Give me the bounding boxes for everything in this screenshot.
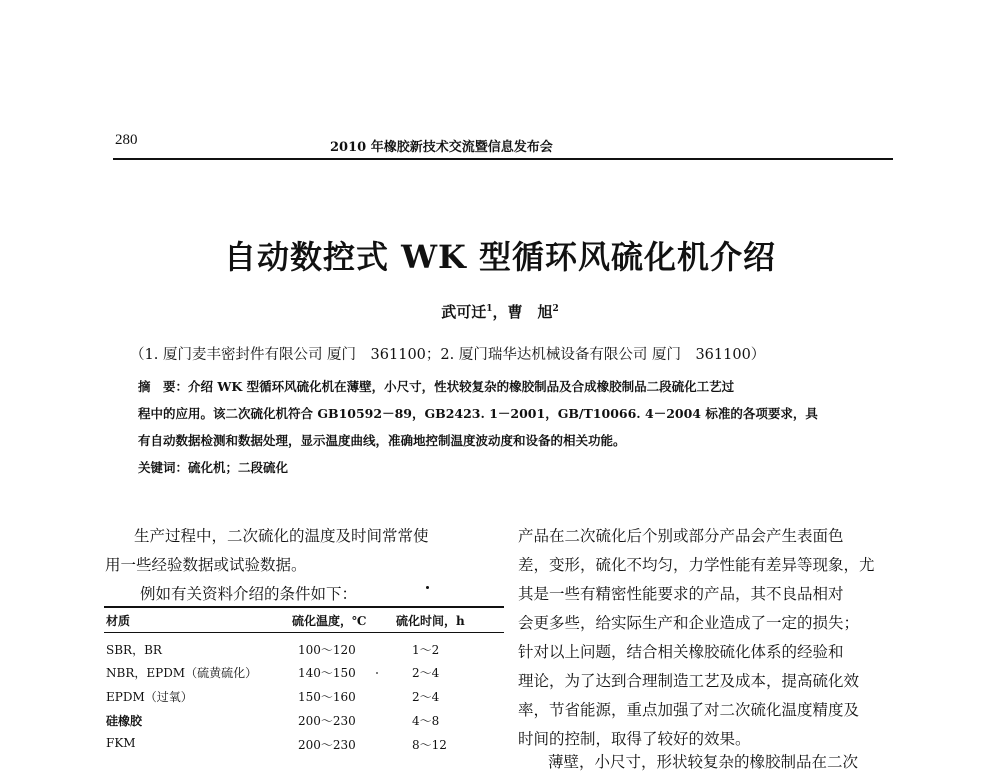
body-right-line-2: 差，变形，硫化不均匀，力学性能有差异等现象，尤 [518,556,875,574]
table-cell-temperature: 100～120 [298,643,356,657]
body-right-line-4: 会更多些，给实际生产和企业造成了一定的损失； [518,614,860,632]
table-cell-temperature: 200～230 [298,714,356,728]
table-header-temperature: 硫化温度，℃ [292,614,367,628]
body-right-line-6: 理论，为了达到合理制造工艺及成本，提高硫化效 [518,672,860,690]
body-right-line-5: 针对以上问题，结合相关橡胶硫化体系的经验和 [518,643,844,661]
authors [0,301,1000,322]
table-cell-temperature: 150～160 [298,690,356,704]
author-1-affiliation-mark: 1 [486,304,493,314]
body-right-line-3: 其是一些有精密性能要求的产品，其不良品相对 [518,585,844,603]
table-header-time: 硫化时间，h [396,614,465,628]
table-cell-material: 硅橡胶 [106,714,143,728]
table-cell-material: NBR，EPDM（硫黄硫化） [106,666,258,680]
table-cell-material: SBR，BR [106,643,162,657]
paper-title: 自动数控式 WK 型循环风硫化机介绍 [223,238,777,276]
abstract-line-2: 程中的应用。该二次硫化机符合 GB10592－89，GB2423. 1－2001，GB/T10066. 4－2004 标准的各项要求，具 [138,406,818,421]
table-cell-time: 2～4 [412,666,440,680]
stray-dot-mark [426,586,429,589]
table-cell-time: 2～4 [412,690,440,704]
body-right-line-9: 薄壁，小尺寸，形状较复杂的橡胶制品在二次 [548,753,859,771]
table-cell-time: 4～8 [412,714,440,728]
body-left-line-3: 例如有关资料介绍的条件如下： [140,585,358,603]
abstract-line-3: 有自动数据检测和数据处理，显示温度曲线，准确地控制温度波动度和设备的相关功能。 [138,433,626,448]
author-1: 武可迁 [441,303,487,321]
table-top-rule [104,606,504,608]
table-cell-material: EPDM（过氧） [106,690,193,704]
table-cell-time: 8～12 [412,738,447,752]
body-right-line-1: 产品在二次硫化后个别或部分产品会产生表面色 [518,527,844,545]
table-cell-temperature: 140～150 [298,666,356,680]
keywords: 关键词：硫化机；二段硫化 [138,460,289,475]
stray-dot-mark [376,672,378,674]
body-right-line-8: 时间的控制，取得了较好的效果。 [518,730,751,748]
table-cell-time: 1～2 [412,643,440,657]
body-left-line-2: 用一些经验数据或试验数据。 [105,556,307,574]
table-header-rule [104,632,504,633]
abstract-line-1: 摘 要：介绍 WK 型循环风硫化机在薄壁，小尺寸，性状较复杂的橡胶制品及合成橡胶制品二段硫化工艺过 [138,379,735,394]
author-2: 曹 旭 [507,303,553,321]
table-cell-material: FKM [106,736,136,750]
page-number: 280 [115,132,138,148]
header-rule [113,158,893,160]
table-cell-temperature: 200～230 [298,738,356,752]
affiliations: （1. 厦门麦丰密封件有限公司 厦门 361100；2. 厦门瑞华达机械设备有限公司 厦门 361100） [130,347,766,363]
table-header-material: 材质 [106,614,131,628]
body-left-line-1: 生产过程中，二次硫化的温度及时间常常使 [134,527,429,545]
running-header: 2010 年橡胶新技术交流暨信息发布会 [330,140,553,155]
author-2-affiliation-mark: 2 [552,304,559,314]
author-separator: ， [492,303,508,321]
body-right-line-7: 率，节省能源，重点加强了对二次硫化温度精度及 [518,701,860,719]
